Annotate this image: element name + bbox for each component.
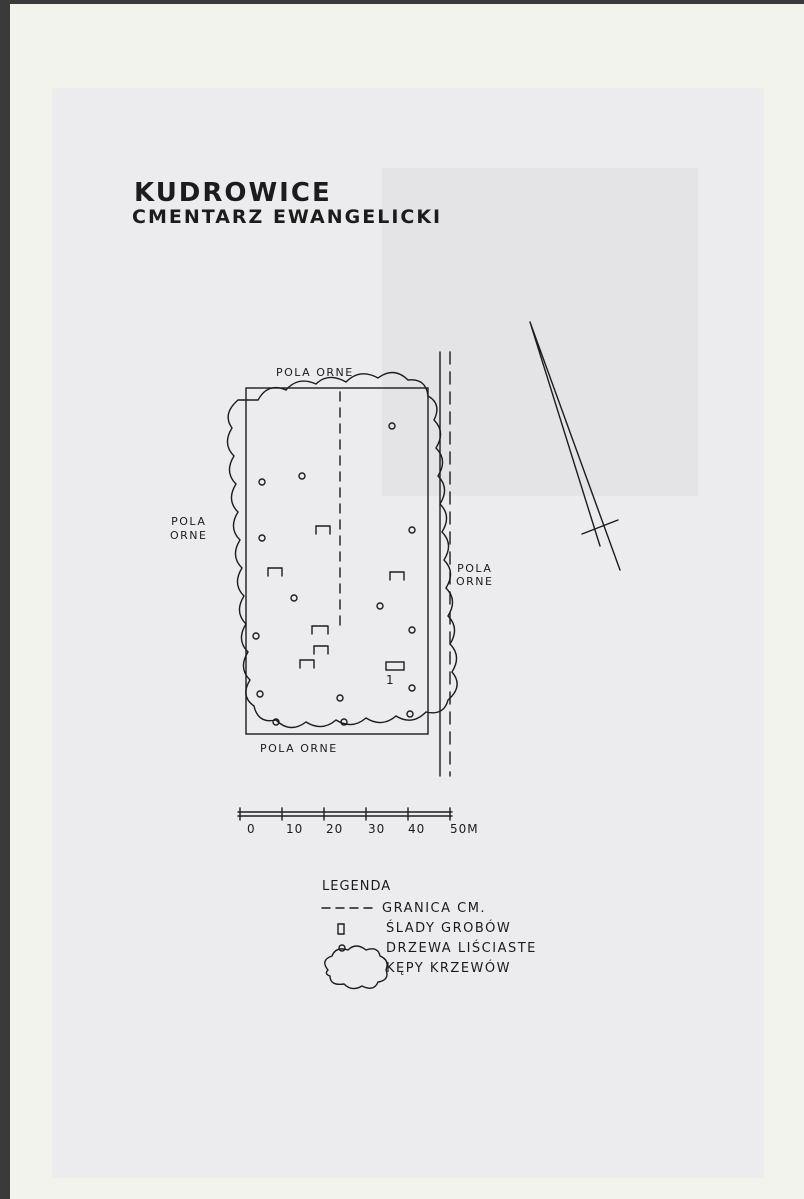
grave-marker — [268, 568, 282, 576]
scale-label-end: 50M — [450, 822, 479, 836]
label-right-line2: ORNE — [456, 575, 494, 588]
cemetery-boundary-frame — [246, 388, 428, 734]
tree-marker — [377, 603, 383, 609]
scale-label-40: 40 — [408, 822, 426, 836]
label-left-line1: POLA — [171, 515, 207, 528]
scale-label-20: 20 — [326, 822, 344, 836]
tree-marker — [253, 633, 259, 639]
label-top-fields: POLA ORNE — [276, 366, 354, 379]
tree-marker — [259, 535, 265, 541]
grave-1-marker — [386, 662, 404, 670]
scale-label-0: 0 — [247, 822, 256, 836]
legend-title: LEGENDA — [322, 879, 392, 894]
scale-label-10: 10 — [286, 822, 304, 836]
tree-marker — [409, 627, 415, 633]
map-subtitle: CMENTARZ EWANGELICKI — [132, 206, 443, 228]
legend-tree-symbol — [339, 945, 345, 951]
legend-label-boundary: GRANICA CM. — [382, 901, 487, 916]
grave-marker — [316, 526, 330, 534]
legend-shrub-symbol — [325, 946, 387, 989]
grave-number-label: 1 — [386, 673, 395, 687]
label-left-line2: ORNE — [170, 529, 208, 542]
tree-marker — [389, 423, 395, 429]
north-arrow-crossbar — [582, 520, 618, 534]
tree-marker — [407, 711, 413, 717]
tree-marker — [291, 595, 297, 601]
legend-label-graves: ŚLADY GROBÓW — [386, 921, 512, 936]
label-right-line1: POLA — [457, 562, 493, 575]
legend-label-shrubs: KĘPY KRZEWÓW — [386, 961, 511, 976]
tree-marker — [409, 527, 415, 533]
tree-marker — [259, 479, 265, 485]
grave-marker — [300, 660, 314, 668]
legend-grave-symbol — [338, 924, 344, 934]
label-bottom-fields: POLA ORNE — [260, 742, 338, 755]
tree-marker — [337, 695, 343, 701]
map-title: KUDROWICE — [134, 178, 332, 208]
scale-label-30: 30 — [368, 822, 386, 836]
grave-marker — [390, 572, 404, 580]
tree-marker — [257, 691, 263, 697]
tree-marker — [299, 473, 305, 479]
tree-marker — [409, 685, 415, 691]
grave-marker — [312, 626, 328, 634]
shrub-border — [227, 372, 457, 727]
legend-label-trees: DRZEWA LIŚCIASTE — [386, 941, 537, 956]
north-arrow — [530, 322, 620, 570]
grave-marker — [314, 646, 328, 654]
